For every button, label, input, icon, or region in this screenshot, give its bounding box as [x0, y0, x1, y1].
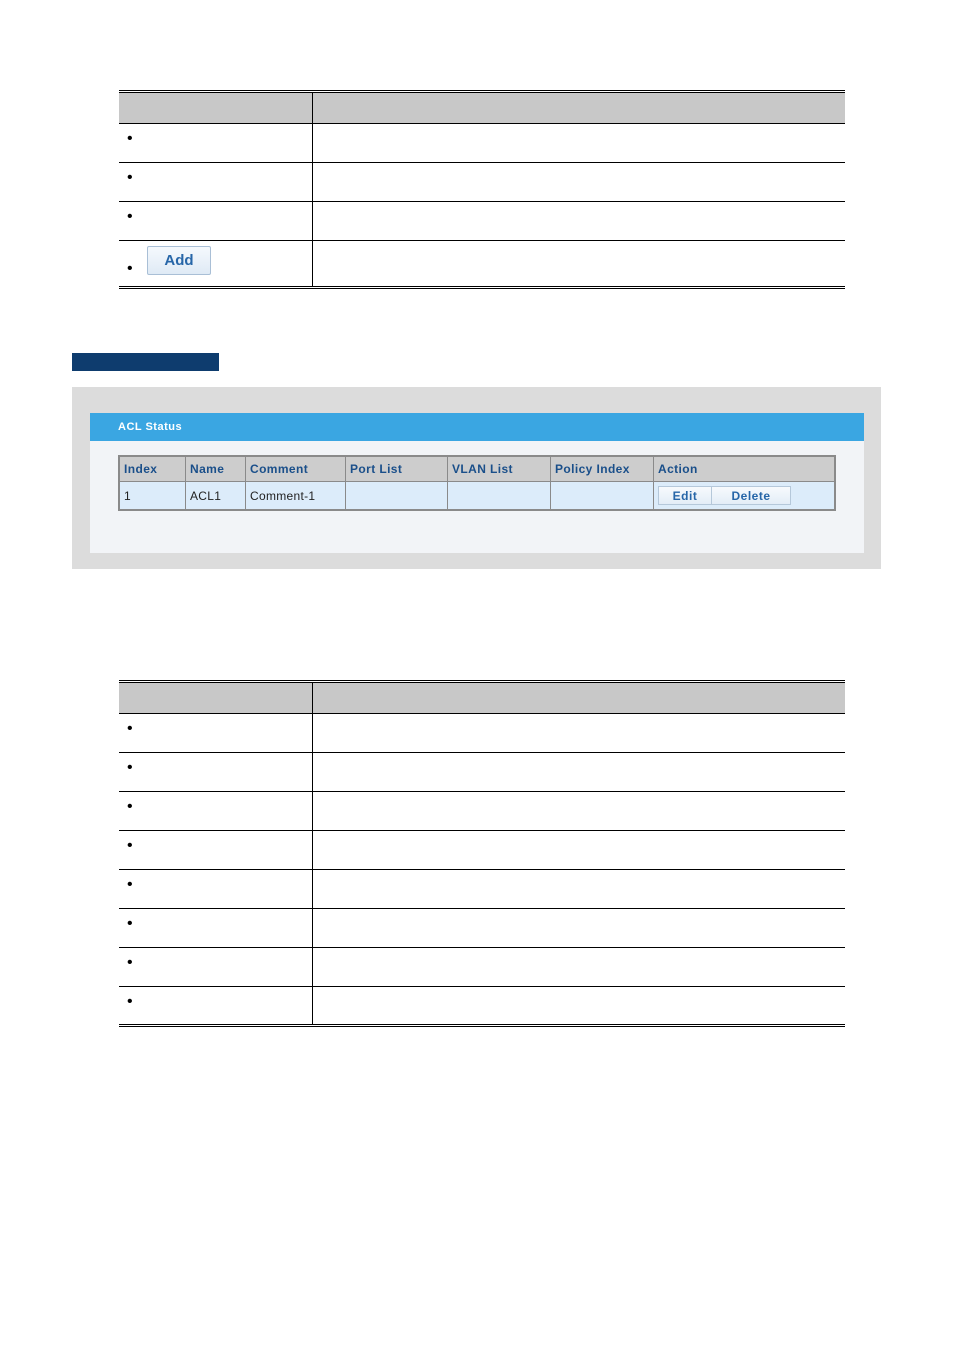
object-cell [119, 202, 313, 241]
object-cell [119, 124, 313, 163]
description-cell [313, 202, 846, 241]
object-cell [119, 870, 313, 909]
object-cell [119, 714, 313, 753]
table-row [119, 163, 845, 202]
table-header-row [119, 682, 845, 714]
object-cell [119, 909, 313, 948]
table-row [119, 241, 845, 288]
acl-table-header-row [119, 456, 835, 482]
column-header-name: Name [186, 456, 246, 482]
description-cell [313, 241, 846, 288]
column-header-policy-index: Policy Index [551, 456, 654, 482]
cell-comment: Comment-1 [246, 482, 346, 511]
table-row [119, 909, 845, 948]
add-button[interactable]: Add [147, 246, 211, 275]
parameter-table-2 [119, 680, 845, 1027]
table-header-row [119, 92, 845, 124]
table-row [119, 831, 845, 870]
header-cell-object [119, 682, 313, 714]
cell-policy-index [551, 482, 654, 511]
cell-index: 1 [119, 482, 186, 511]
object-cell [119, 792, 313, 831]
table-row [119, 987, 845, 1026]
bullet-icon: • [127, 260, 133, 277]
figure-caption-bar [72, 353, 219, 371]
column-header-port-list: Port List [346, 456, 448, 482]
description-cell [313, 124, 846, 163]
header-cell-object [119, 92, 313, 124]
bullet-icon: • [127, 720, 133, 737]
object-cell [119, 987, 313, 1026]
bullet-icon: • [127, 993, 133, 1010]
edit-button[interactable]: Edit [658, 486, 712, 505]
header-cell-description [313, 92, 846, 124]
table-row [119, 753, 845, 792]
cell-action [654, 482, 836, 511]
table-row [119, 714, 845, 753]
table-row [119, 482, 835, 511]
parameter-table-1 [119, 90, 845, 289]
bullet-icon: • [127, 130, 133, 147]
bullet-icon: • [127, 759, 133, 776]
cell-name: ACL1 [186, 482, 246, 511]
acl-status-table [118, 455, 836, 511]
description-cell [313, 870, 846, 909]
header-cell-description [313, 682, 846, 714]
bullet-icon: • [127, 837, 133, 854]
table-row [119, 202, 845, 241]
object-cell [119, 163, 313, 202]
object-cell [119, 241, 313, 288]
table-row [119, 792, 845, 831]
description-cell [313, 831, 846, 870]
object-cell [119, 948, 313, 987]
panel-title: ACL Status [90, 413, 864, 441]
acl-status-screenshot [72, 387, 881, 569]
bullet-icon: • [127, 798, 133, 815]
description-cell [313, 987, 846, 1026]
bullet-icon: • [127, 169, 133, 186]
bullet-icon: • [127, 915, 133, 932]
description-cell [313, 792, 846, 831]
column-header-action: Action [654, 456, 836, 482]
object-cell [119, 831, 313, 870]
description-cell [313, 948, 846, 987]
table-row [119, 124, 845, 163]
description-cell [313, 753, 846, 792]
bullet-icon: • [127, 876, 133, 893]
table-row [119, 948, 845, 987]
object-cell [119, 753, 313, 792]
description-cell [313, 714, 846, 753]
column-header-vlan-list: VLAN List [448, 456, 551, 482]
acl-status-panel [90, 413, 864, 553]
column-header-index: Index [119, 456, 186, 482]
cell-port-list [346, 482, 448, 511]
description-cell [313, 163, 846, 202]
table-row [119, 870, 845, 909]
bullet-icon: • [127, 208, 133, 225]
cell-vlan-list [448, 482, 551, 511]
bullet-icon: • [127, 954, 133, 971]
description-cell [313, 909, 846, 948]
delete-button[interactable]: Delete [712, 486, 791, 505]
column-header-comment: Comment [246, 456, 346, 482]
